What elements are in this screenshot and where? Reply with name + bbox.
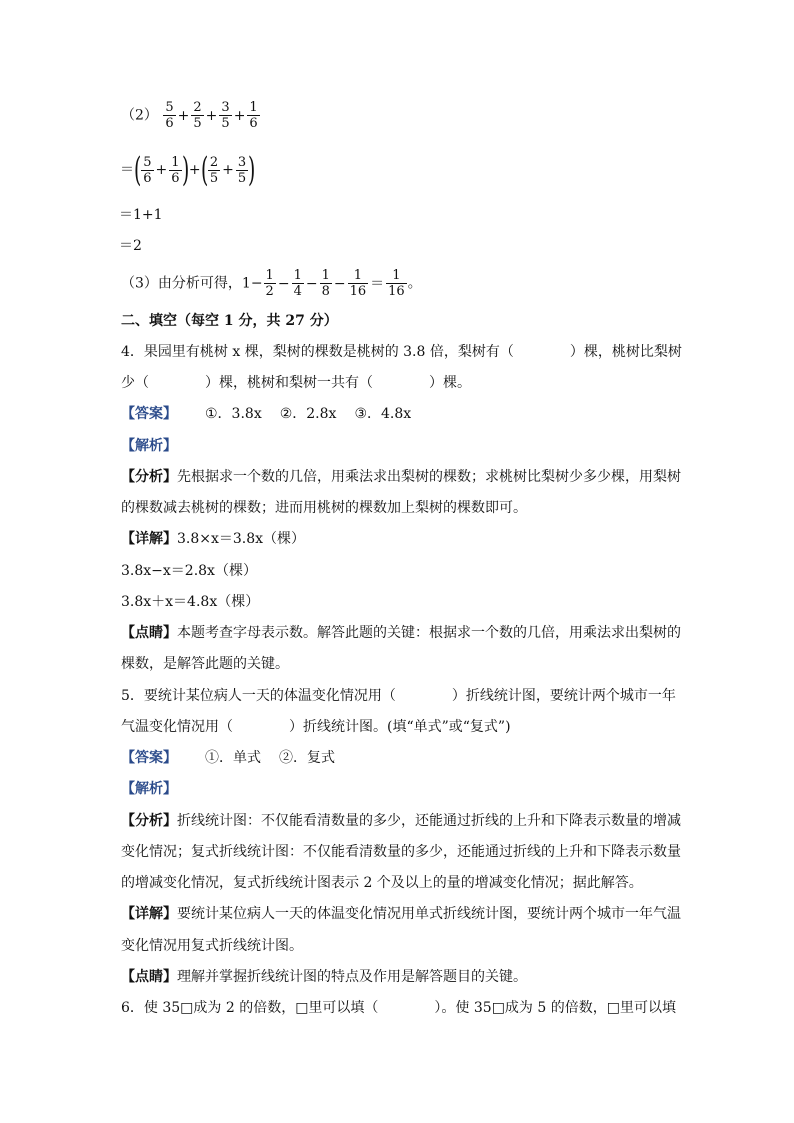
q5-answer: 【答案】 ①．单式 ②．复式 xyxy=(121,750,335,766)
q6-line1: 6．使 35□成为 2 的倍数，□里可以填（ ）。使 35□成为 5 的倍数，□里可以填 xyxy=(121,1000,676,1016)
fraction: $\frac{1}{6}$ xyxy=(249,100,258,131)
q4-line1: 4．果园里有桃树 x 棵，梨树的棵数是桃树的 3.8 倍，梨树有（ ）棵，桃树比梨树 xyxy=(121,344,682,360)
calc2-step2: ＝1+1 xyxy=(119,207,163,223)
calc3-expression: （3）由分析可得，1− $\frac{1}{2}$ − $\frac{1}{4}$ − $\frac{1}{8}$ − $\frac{1}{16}$ ＝ $\frac{1}{16}$ 。 xyxy=(121,268,422,299)
q5-detail2: 变化情况用复式折线统计图。 xyxy=(121,938,303,954)
section-heading: 二、填空（每空 1 分，共 27 分） xyxy=(121,313,338,329)
q4-fenxi1: 【分析】先根据求一个数的几倍，用乘法求出梨树的棵数；求桃树比梨树少多少棵，用梨树 xyxy=(121,469,681,485)
calc2-step3: ＝2 xyxy=(119,238,142,254)
calc2-expression: （2） $\frac{5}{6}$ + $\frac{2}{5}$ + $\frac{3}{5}$ + $\frac{1}{6}$ xyxy=(121,100,258,131)
answer-tag: 【答案】 xyxy=(121,750,177,766)
q4-detail1: 【详解】3.8×x＝3.8x（棵） xyxy=(121,531,306,547)
answer-tag: 【答案】 xyxy=(121,406,177,422)
q5-fenxi2: 变化情况；复式折线统计图：不仅能看清数量的多少，还能通过折线的上升和下降表示数量 xyxy=(121,844,681,860)
fraction: $\frac{5}{6}$ xyxy=(165,100,174,131)
analysis-tag: 【解析】 xyxy=(121,438,177,454)
q4-review2: 棵数，是解答此题的关键。 xyxy=(121,656,289,672)
calc2-step1: ＝( $\frac{5}{6}$ + $\frac{1}{6}$ )+( $\frac{2}{5}$ + $\frac{3}{5}$ ) xyxy=(120,150,256,190)
q5-review1: 【点睛】理解并掌握折线统计图的特点及作用是解答题目的关键。 xyxy=(121,969,527,985)
q5-line2: 气温变化情况用（ ）折线统计图。(填“单式”或“复式”) xyxy=(121,719,511,735)
analysis-tag: 【解析】 xyxy=(121,781,177,797)
q5-fenxi3: 的增减变化情况，复式折线统计图表示 2 个及以上的量的增减变化情况；据此解答。 xyxy=(121,875,643,891)
fraction: $\frac{2}{5}$ xyxy=(193,100,202,131)
q4-detail3: 3.8x＋x＝4.8x（棵） xyxy=(121,594,260,610)
fraction: $\frac{3}{5}$ xyxy=(221,100,230,131)
q4-answer: 【答案】 ①．3.8x ②．2.8x ③．4.8x xyxy=(121,406,412,422)
calc2-label: （2） xyxy=(121,107,158,124)
q4-detail2: 3.8x−x＝2.8x（棵） xyxy=(121,563,257,579)
q4-fenxi2: 的棵数减去桃树的棵数；进而用桃树的棵数加上梨树的棵数即可。 xyxy=(121,500,527,516)
q5-fenxi1: 【分析】折线统计图：不仅能看清数量的多少，还能通过折线的上升和下降表示数量的增减 xyxy=(121,813,681,829)
q5-detail1: 【详解】要统计某位病人一天的体温变化情况用单式折线统计图，要统计两个城市一年气温 xyxy=(121,906,681,922)
q4-line2: 少（ ）棵，桃树和梨树一共有（ ）棵。 xyxy=(121,375,471,391)
q5-line1: 5．要统计某位病人一天的体温变化情况用（ ）折线统计图，要统计两个城市一年 xyxy=(121,688,676,704)
q4-review1: 【点睛】本题考查字母表示数。解答此题的关键：根据求一个数的几倍，用乘法求出梨树的 xyxy=(121,625,681,641)
